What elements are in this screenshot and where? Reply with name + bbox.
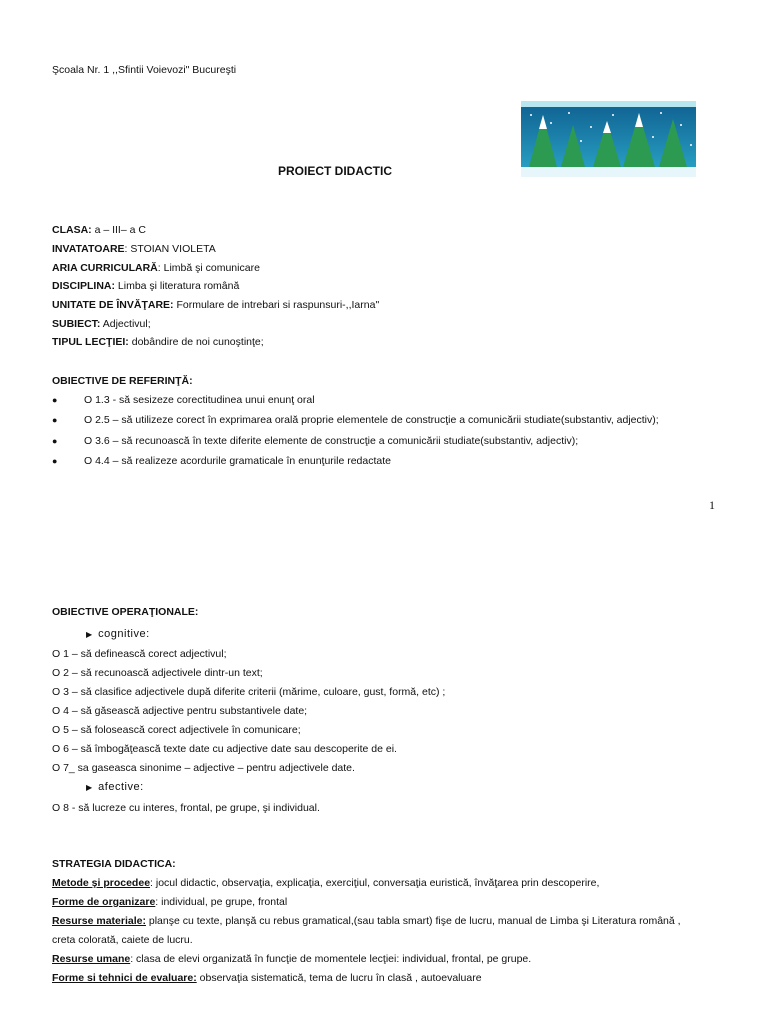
triangle-right-icon: ▶: [86, 630, 93, 639]
info-value: : Limbă şi comunicare: [157, 262, 260, 274]
info-value: Formulare de intrebari si raspunsuri-,,Iarna": [173, 299, 380, 311]
bullet-icon: ●: [52, 395, 58, 405]
list-item: O 1 – să definească corect adjectivul;: [52, 648, 227, 660]
bullet-icon: ●: [52, 415, 58, 425]
strategy-label: Resurse umane: [52, 953, 131, 965]
info-label: DISCIPLINA:: [52, 280, 115, 292]
school-name: Şcoala Nr. 1 ,,Sfintii Voievozi" Bucureşti: [52, 64, 237, 76]
info-label: ARIA CURRICULARĂ: [52, 262, 158, 274]
info-value: Limba şi literatura română: [115, 280, 240, 292]
strategy-value: planşe cu texte, planşă cu rebus gramatical,(sau tabla smart) fişe de lucru, manual de Limba şi Literatura română ,: [145, 915, 681, 927]
list-item: O 3 – să clasifice adjectivele după diferite criterii (mărime, culoare, gust, formă, etc) ;: [52, 686, 446, 698]
strategy-value: observaţia sistematică, tema de lucru în clasă , autoevaluare: [196, 972, 482, 984]
list-item: O 1.3 - să sesizeze corectitudinea unui enunţ oral: [84, 394, 315, 406]
info-value: : STOIAN VIOLETA: [124, 243, 216, 255]
strategy-value: creta colorată, caiete de lucru.: [52, 934, 193, 946]
cognitive-heading: [86, 628, 150, 640]
strategy-label: Forme si tehnici de evaluare:: [52, 972, 197, 984]
strategy-value: : individual, pe grupe, frontal: [155, 896, 288, 908]
strategy-value: : clasa de elevi organizată în funcţie de momentele lecţiei: individual, frontal, pe grupe.: [130, 953, 532, 965]
ref-objectives-heading: OBIECTIVE DE REFERINŢĂ:: [52, 375, 193, 387]
strategy-label: Metode şi procedee: [52, 877, 151, 889]
info-label: INVATATOARE: [52, 243, 125, 255]
bullet-icon: ●: [52, 436, 58, 446]
info-value: dobândire de noi cunoştinţe;: [128, 336, 264, 348]
triangle-right-icon: ▶: [86, 783, 93, 792]
info-value: Adjectivul;: [100, 318, 151, 330]
list-item: O 4 – să găsească adjective pentru substantivele date;: [52, 705, 308, 717]
strategy-label: Resurse materiale:: [52, 915, 146, 927]
info-label: CLASA:: [52, 224, 92, 236]
op-objectives-heading: OBIECTIVE OPERAŢIONALE:: [52, 606, 199, 618]
list-item: O 7_ sa gaseasca sinonime – adjective – pentru adjectivele date.: [52, 762, 355, 774]
info-label: TIPUL LECŢIEI:: [52, 336, 129, 348]
info-label: UNITATE DE ÎNVĂŢARE:: [52, 299, 174, 311]
page-number: 1: [709, 498, 715, 512]
strategy-value: : jocul didactic, observaţia, explicaţia, exerciţiul, conversaţia euristică, învăţarea prin descoperire,: [150, 877, 600, 889]
strategy-label: Forme de organizare: [52, 896, 156, 908]
info-label: SUBIECT:: [52, 318, 101, 330]
list-item: O 3.6 – să recunoască în texte diferite elemente de construcţie a comunicării studiate(substantiv, adjectiv);: [84, 435, 579, 447]
cognitive-label: cognitive:: [98, 628, 150, 640]
winter-trees-image: [521, 101, 696, 177]
list-item: O 5 – să folosească corect adjectivele în comunicare;: [52, 724, 301, 736]
strategy-heading: STRATEGIA DIDACTICA:: [52, 858, 176, 870]
list-item: O 2.5 – să utilizeze corect în exprimarea orală proprie elementele de construcţie a comunicării studiate(substantiv, adjectiv);: [84, 414, 659, 426]
page-title: PROIECT DIDACTIC: [278, 164, 392, 178]
bullet-icon: ●: [52, 456, 58, 466]
list-item: O 6 – să îmbogăţească texte date cu adjective date sau descoperite de ei.: [52, 743, 397, 755]
affective-heading: [86, 781, 144, 793]
list-item: O 8 - să lucreze cu interes, frontal, pe grupe, şi individual.: [52, 802, 320, 814]
affective-label: afective:: [98, 781, 144, 793]
list-item: O 4.4 – să realizeze acordurile gramaticale în enunţurile redactate: [84, 455, 392, 467]
list-item: O 2 – să recunoască adjectivele dintr-un text;: [52, 667, 263, 679]
info-value: a – III– a C: [91, 224, 146, 236]
